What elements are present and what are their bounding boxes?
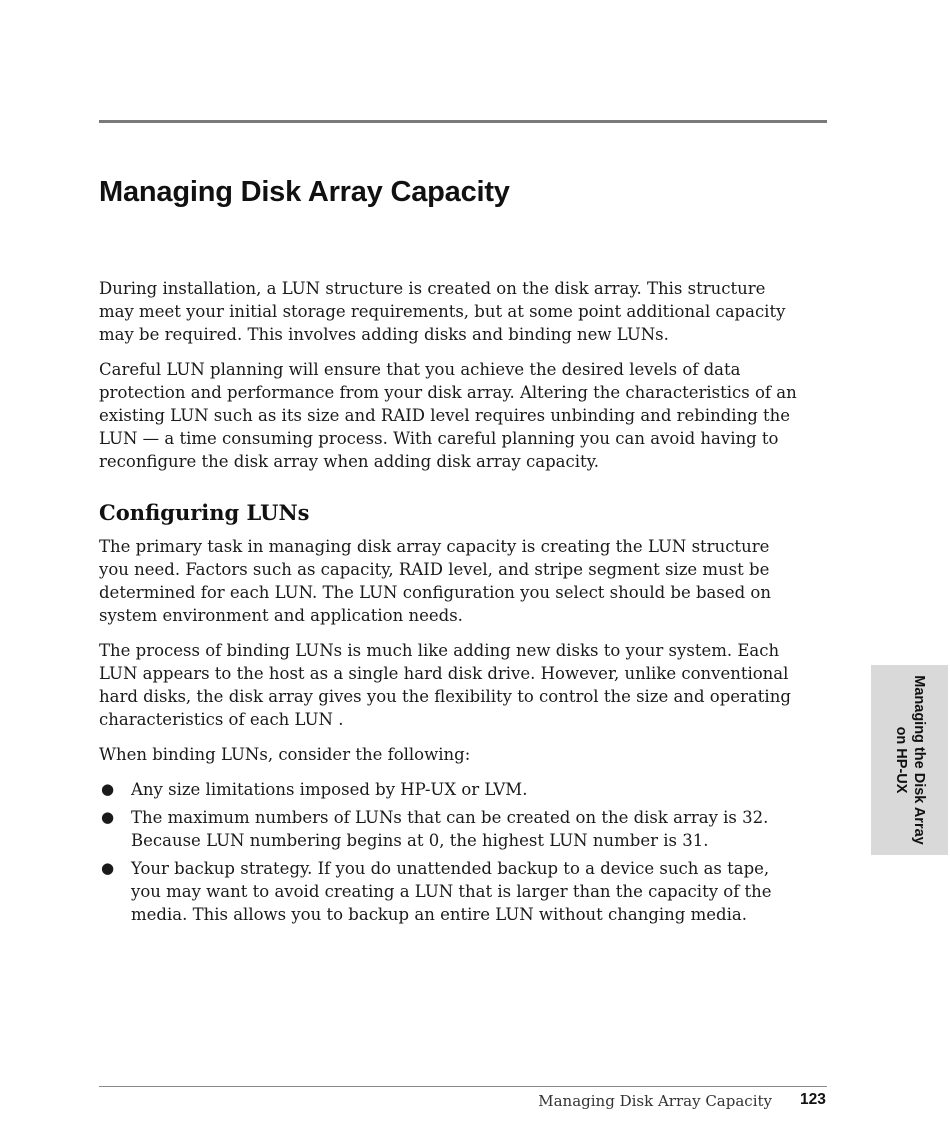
footer-rule bbox=[99, 1086, 827, 1087]
list-item bbox=[99, 857, 799, 926]
top-rule bbox=[99, 120, 827, 123]
footer-title: Managing Disk Array Capacity bbox=[538, 1092, 772, 1110]
bullet-icon: ● bbox=[101, 780, 115, 798]
list-item-text: Any size limitations imposed by HP-UX or LVM. bbox=[131, 780, 528, 799]
section-heading: Configuring LUNs bbox=[99, 500, 310, 525]
list-item bbox=[99, 806, 799, 852]
chapter-tab-line-1: Managing the Disk Array bbox=[910, 675, 927, 845]
intro-paragraph-1: During installation, a LUN structure is created on the disk array. This structure may meet your initial storage requirements, but at some point additional capacity may be required. This involves adding disks and binding new LUNs. bbox=[99, 279, 786, 344]
page-title: Managing Disk Array Capacity bbox=[99, 176, 510, 208]
body-content bbox=[99, 277, 799, 931]
section-paragraph-2: The process of binding LUNs is much like adding new disks to your system. Each LUN appears to the host as a single hard disk drive. However, unlike conventional hard disks, the disk array gives you the flexibility to control the size and operating characteristics of each LUN . bbox=[99, 641, 791, 729]
page-number: 123 bbox=[800, 1091, 826, 1108]
bullet-icon: ● bbox=[101, 808, 115, 826]
list-item bbox=[99, 778, 799, 801]
chapter-tab-line-2: on HP-UX bbox=[892, 726, 909, 794]
chapter-tab-label bbox=[892, 665, 928, 855]
intro-paragraph-2: Careful LUN planning will ensure that you achieve the desired levels of data protection and performance from your disk array. Altering the characteristics of an existing LUN such as its size and RAID level requires unbinding and rebinding the LUN — a time consuming process. With careful planning you can avoid having to reconfigure the disk array when adding disk array capacity. bbox=[99, 360, 797, 471]
list-item-text: The maximum numbers of LUNs that can be created on the disk array is 32. Because LUN numbering begins at 0, the highest LUN number is 31. bbox=[131, 808, 769, 850]
section-paragraph-3: When binding LUNs, consider the following: bbox=[99, 745, 471, 764]
chapter-side-tab bbox=[871, 665, 948, 855]
considerations-list bbox=[99, 778, 799, 926]
list-item-text: Your backup strategy. If you do unattended backup to a device such as tape, you may want to avoid creating a LUN that is larger than the capacity of the media. This allows you to backup an entire LUN without changing media. bbox=[131, 859, 772, 924]
bullet-icon: ● bbox=[101, 859, 115, 877]
section-paragraph-1: The primary task in managing disk array capacity is creating the LUN structure you need. Factors such as capacity, RAID level, and stripe segment size must be determined for each LUN. The LUN configuration you select should be based on system environment and application needs. bbox=[99, 537, 771, 625]
